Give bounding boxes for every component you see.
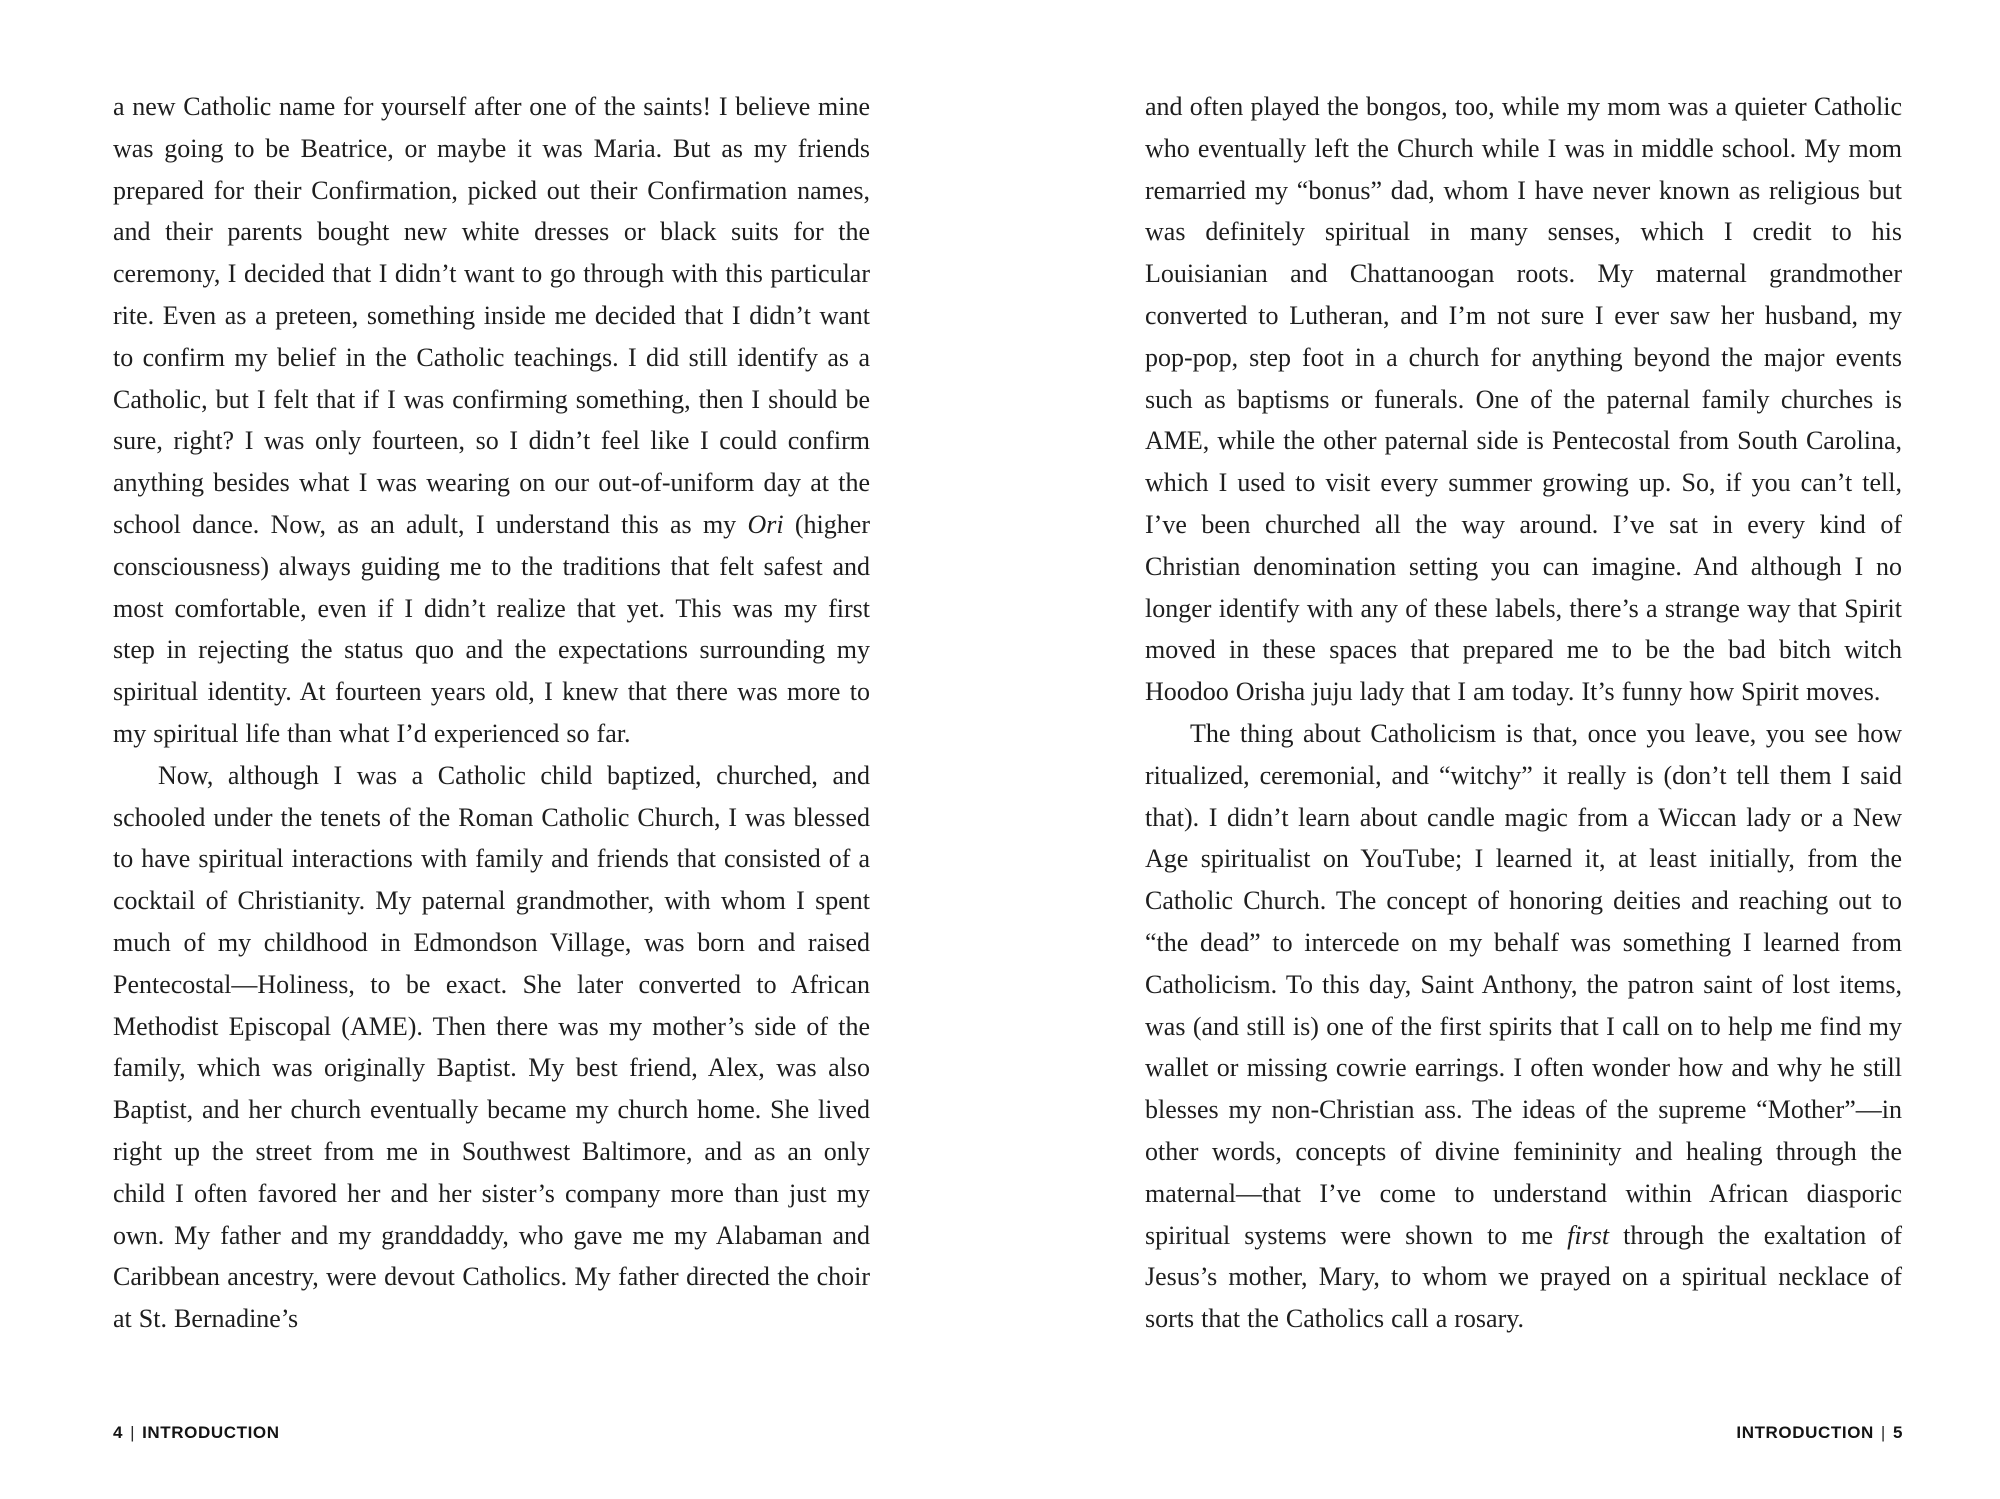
italic-text-run: first xyxy=(1567,1220,1610,1250)
page-left-body xyxy=(113,86,870,1340)
running-head: INTRODUCTION xyxy=(1736,1423,1874,1442)
page-right xyxy=(1000,0,2000,1499)
page-right-body xyxy=(1145,86,1902,1340)
footer-separator: | xyxy=(130,1423,136,1442)
text-run: (higher consciousness) always guiding me to the traditions that felt safest and most comfortable, even if I didn’t realize that yet. This was my first step in rejecting the status quo and the expectations surrounding my spiritual identity. At fourteen years old, I knew that there was more to my spiritual life than what I’d experienced so far. xyxy=(113,509,870,748)
page-right-footer xyxy=(1736,1423,1903,1443)
page-number: 4 xyxy=(113,1423,124,1442)
page-number: 5 xyxy=(1892,1423,1903,1442)
text-run: Now, although I was a Catholic child baptized, churched, and schooled under the tenets of the Roman Catholic Church, I was blessed to have spiritual interactions with family and friends that consisted of a cocktail of Christianity. My paternal grandmother, with whom I spent much of my childhood in Edmondson Village, was born and raised Pentecostal—Holiness, to be exact. She later converted to African Methodist Episcopal (AME). Then there was my mother’s side of the family, which was originally Baptist. My best friend, Alex, was also Baptist, and her church eventually became my church home. She lived right up the street from me in Southwest Baltimore, and as an only child I often favored her and her sister’s company more than just my own. My father and my granddaddy, who gave me my Alabaman and Caribbean ancestry, were devout Catholics. My father directed the choir at St. Bernadine’s xyxy=(113,760,870,1334)
text-run: The thing about Catholicism is that, once you leave, you see how ritualized, ceremonial, and “witchy” it really is (don’t tell them I said that). I didn’t learn about candle magic from a Wiccan lady or a New Age spiritualist on YouTube; I learned it, at least initially, from the Catholic Church. The concept of honoring deities and reaching out to “the dead” to intercede on my behalf was something I learned from Catholicism. To this day, Saint Anthony, the patron saint of lost items, was (and still is) one of the first spirits that I call on to help me find my wallet or missing cowrie earrings. I often wonder how and why he still blesses my non-Christian ass. The ideas of the supreme “Mother”—in other words, concepts of divine femininity and healing through the maternal—that I’ve come to understand within African diasporic spiritual systems were shown to me xyxy=(1145,718,1902,1250)
page-left-footer xyxy=(113,1423,280,1443)
italic-text-run: Ori xyxy=(747,509,784,539)
footer-separator: | xyxy=(1880,1423,1886,1442)
text-run: and often played the bongos, too, while my mom was a quieter Catholic who eventually left the Church while I was in middle school. My mom remarried my “bonus” dad, whom I have never known as religious but was definitely spiritual in many senses, which I credit to his Louisianian and Chattanoogan roots. My maternal grandmother converted to Lutheran, and I’m not sure I ever saw her husband, my pop-pop, step foot in a church for anything beyond the major events such as baptisms or funerals. One of the paternal family churches is AME, while the other paternal side is Pentecostal from South Carolina, which I used to visit every summer growing up. So, if you can’t tell, I’ve been churched all the way around. I’ve sat in every kind of Christian denomination setting you can imagine. And although I no longer identify with any of these labels, there’s a strange way that Spirit moved in these spaces that prepared me to be the bad bitch witch Hoodoo Orisha juju lady that I am today. It’s funny how Spirit moves. xyxy=(1145,92,1902,707)
paragraph xyxy=(1145,86,1902,713)
paragraph xyxy=(113,86,870,755)
running-head: INTRODUCTION xyxy=(142,1423,280,1442)
text-run: a new Catholic name for yourself after one of the saints! I believe mine was going to be Beatrice, or maybe it was Maria. But as my friends prepared for their Confirmation, picked out their Confirmation names, and their parents bought new white dresses or black suits for the ceremony, I decided that I didn’t want to go through with this particular rite. Even as a preteen, something inside me decided that I didn’t want to confirm my belief in the Catholic teachings. I did still identify as a Catholic, but I felt that if I was confirming something, then I should be sure, right? I was only fourteen, so I didn’t feel like I could confirm anything besides what I was wearing on our out-of-uniform day at the school dance. Now, as an adult, I understand this as my xyxy=(113,92,870,539)
paragraph xyxy=(113,755,870,1340)
text-run: through the exaltation of Jesus’s mother, Mary, to whom we prayed on a spiritual necklace of sorts that the Catholics call a rosary. xyxy=(1145,1220,1902,1334)
paragraph xyxy=(1145,713,1902,1340)
